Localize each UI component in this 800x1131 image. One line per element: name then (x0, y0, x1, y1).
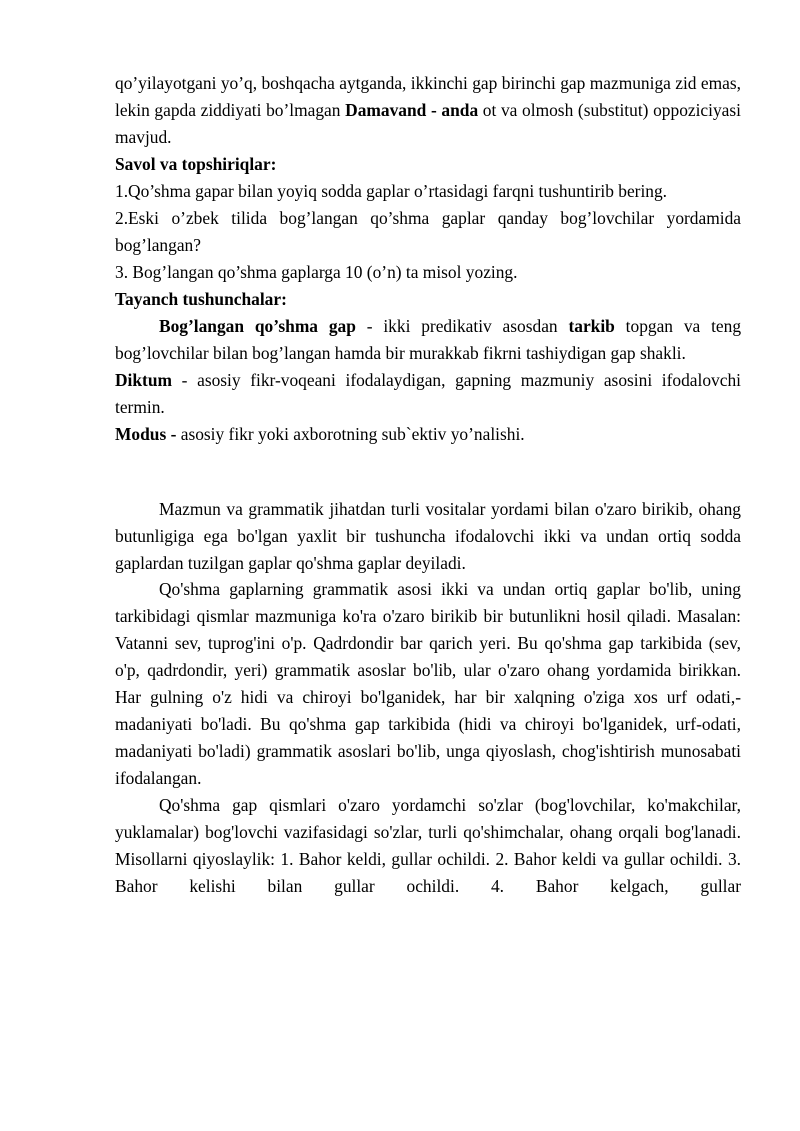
savol-heading (115, 151, 741, 178)
definition-text: - ikki predikativ asosdan (355, 315, 569, 336)
definition-term: Diktum (115, 369, 173, 390)
tayanch-heading (115, 286, 741, 313)
body-paragraph-1: Mazmun va grammatik jihatdan turli vositalar yordami bilan o'zaro birikib, ohang butunligiga ega bo'lgan yaxlit bir tushuncha ifodalovchi ikki va undan ortiq sodda gaplardan tuzilgan gaplar qo'shma gaplar deyiladi. (115, 498, 741, 573)
document-body (115, 70, 741, 900)
bold-term: tarkib (568, 315, 615, 336)
heading-text: Tayanch tushunchalar: (115, 288, 287, 309)
body-paragraph-2: Qo'shma gaplarning grammatik asosi ikki va undan ortiq gaplar bo'lib, uning tarkibidagi qismlar mazmuniga ko'ra o'zaro birikib bir butunlikni hosil qiladi. Masalan: Vatanni sev, tuprog'ini o'p. Qadrdondir bar qarich yeri. Bu qo'shma gap tarkibida (sev, o'p, qadrdondir, yeri) grammatik asoslar bo'lib, ular o'zaro ohang yordamida birikkan. Har gulning o'z hidi va chiroyi bo'lganidek, har bir xalqning o'ziga xos urf odati,- madaniyati bo'ladi. Bu qo'shma gap tarkibida (hidi va chiroyi bo'lganidek, urf-odati, madaniyati bo'ladi) grammatik asoslari bo'lib, unga qiyoslash, chog'ishtirish munosabati ifodalangan. (115, 579, 741, 789)
question-3: 3. Bog’langan qo’shma gaplarga 10 (o’n) ta misol yozing. (115, 261, 518, 282)
definition-text: asosiy fikr yoki axborotning sub`ektiv yo’nalishi. (176, 423, 525, 444)
definition-text: topgan va teng bog’lovchilar bilan bog’langan hamda bir murakkab fikrni tashiydigan gap shakli. (115, 315, 742, 363)
body-paragraph-3: Qo'shma gap qismlari o'zaro yordamchi so'zlar (bog'lovchilar, ko'makchilar, yuklamalar) bog'lovchi vazifasidagi so'zlar, turli qo'shimchalar, ohang orqali bog'lanadi. Misollarni qiyoslaylik: 1. Bahor keldi, gullar ochildi. 2. Bahor keldi va gullar ochildi. 3. Bahor kelishi bilan gullar ochildi. 4. Bahor kelgach, gullar (115, 795, 741, 897)
definition-term: Bog’langan qo’shma gap (159, 315, 356, 336)
paragraph-spacer (115, 448, 741, 496)
question-2: 2.Eski o’zbek tilida bog’langan qo’shma gaplar qanday bog’lovchilar yordamida bog’langan? (115, 207, 741, 255)
paragraph-opposition (115, 70, 741, 151)
definition-modus (115, 421, 741, 448)
definition-diktum (115, 367, 741, 421)
paragraph-text: ot va olmosh (substitut) oppoziciyasi mavjud. (115, 99, 742, 147)
definition-term: Modus - (115, 423, 177, 444)
question-1: 1.Qo’shma gapar bilan yoyiq sodda gaplar o’rtasidagi farqni tushuntirib bering. (115, 180, 668, 201)
definition-text: - asosiy fikr-voqeani ifodalaydigan, gapning mazmuniy asosini ifodalovchi termin. (115, 369, 741, 417)
definition-boglangan (115, 313, 741, 367)
bold-term: Damavand - anda (345, 99, 479, 120)
heading-text: Savol va topshiriqlar: (115, 153, 277, 174)
paragraph-text: qo’yilayotgani yo’q, boshqacha aytganda, ikkinchi gap birinchi gap mazmuniga zid emas, lekin gapda ziddiyati bo’lmagan (115, 73, 741, 120)
